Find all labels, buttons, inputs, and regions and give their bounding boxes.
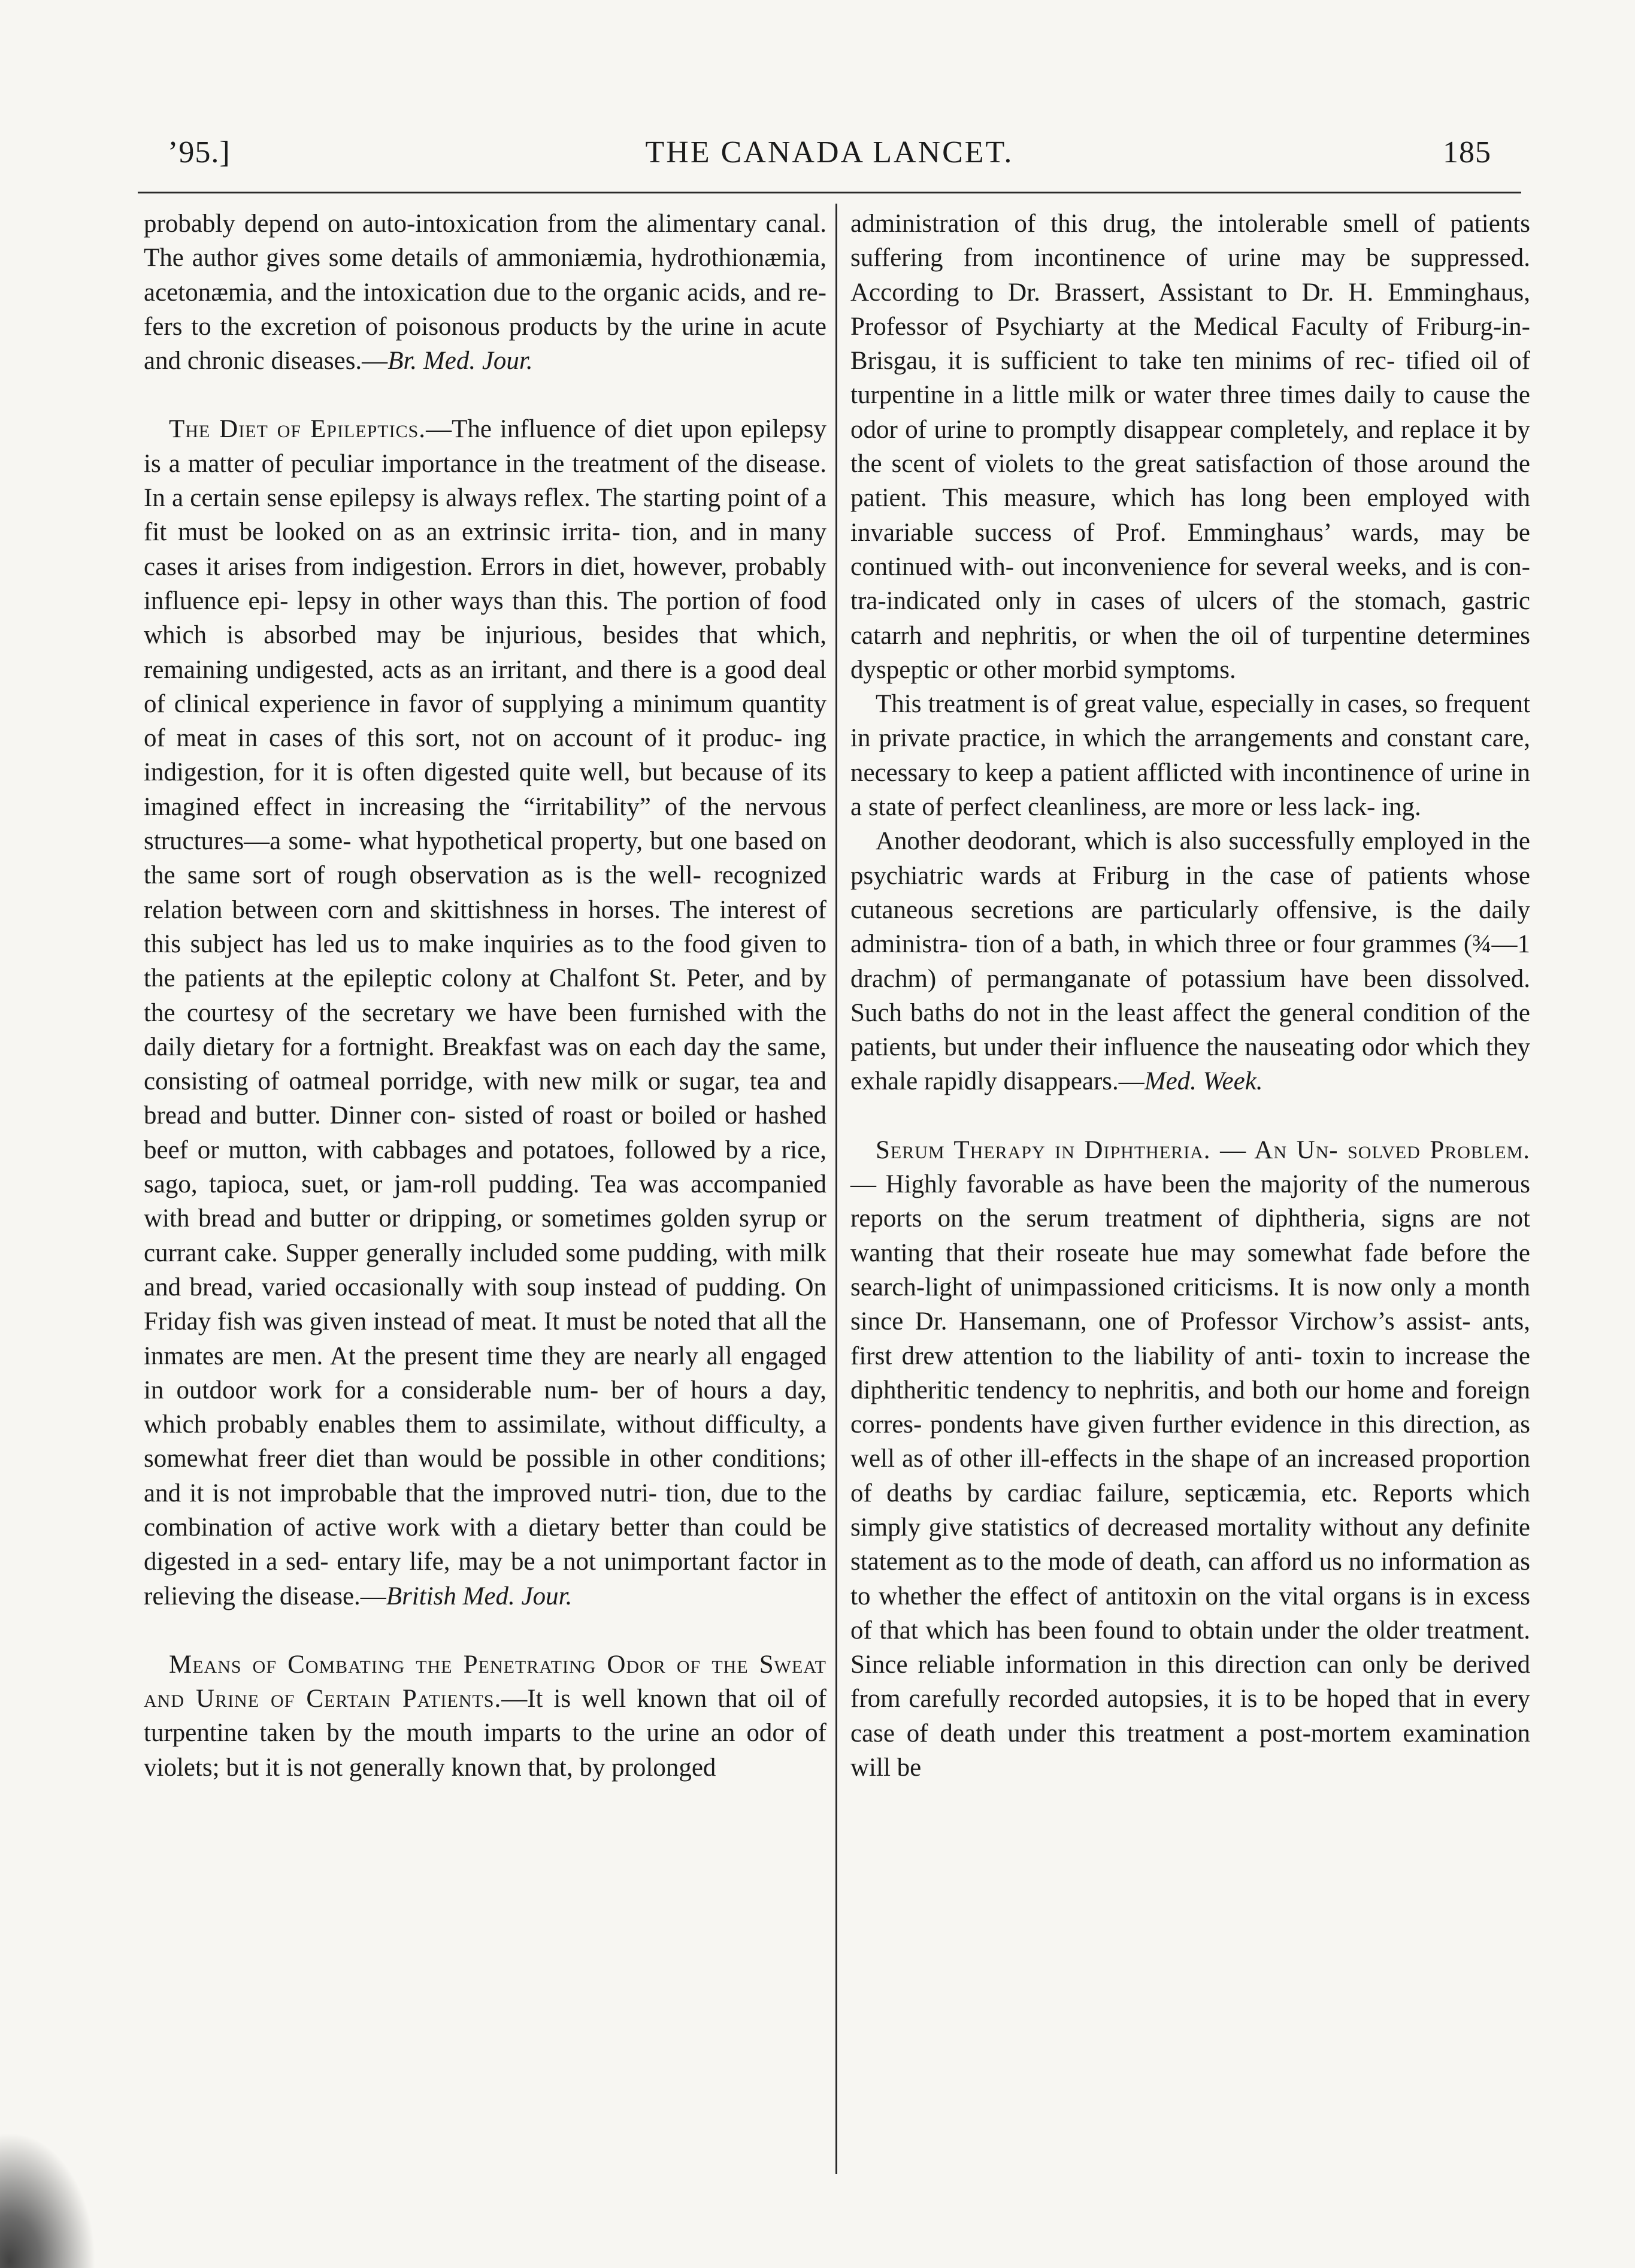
running-header	[168, 135, 1491, 189]
column-rule	[835, 204, 837, 2174]
source-citation: Med. Week.	[1144, 1067, 1263, 1096]
source-citation: British Med. Jour.	[386, 1582, 573, 1610]
article-heading: The Diet of Epileptics.	[169, 415, 426, 444]
paragraph-auto-intoxication: probably depend on auto-intoxication from the alimentary canal. The author gives some details of ammoniæmia, hydrothionæmia, acetonæmia, and the intoxication due to the organic acids, and re- fers to the excretion of poisonous products by the urine in acute and chronic diseases.—Br. Med. Jour.	[144, 210, 826, 376]
paragraph-treatment-value: This treatment is of great value, especially in cases, so frequent in private practice, in which the arrangements and constant care, necessary to keep a patient afflicted with incontinence of urine in a state of perfect cleanliness, are more or less lack- ing.	[850, 690, 1530, 822]
journal-title: THE CANADA LANCET.	[645, 135, 1014, 169]
header-year: ’95.]	[168, 135, 231, 169]
article-means-of-combating-odor: Means of Combating the Penetrating Odor of the Sweat and Urine of Certain Patients.—It is well known that oil of turpentine taken by the mouth imparts to the urine an odor of violets; but it is not generally known that, by prolonged	[144, 1650, 826, 1782]
article-heading: Means of Combating the Penetrating Odor of the Sweat and Urine of Certain Patients.	[144, 1650, 826, 1713]
scan-edge-smudge	[0, 2132, 96, 2268]
source-citation: Br. Med. Jour.	[387, 347, 533, 376]
article-heading: Serum Therapy in Diphtheria. — An Un- solved Problem.	[876, 1135, 1530, 1164]
right-column	[850, 207, 1530, 1785]
article-diet-of-epileptics: The Diet of Epileptics.—The influence of diet upon epilepsy is a matter of peculiar importance in the treatment of the disease. In a certain sense epilepsy is always reflex. The starting point of a fit must be looked on as an extrinsic irrita- tion, and in many cases it arises from indigestion. Errors in diet, however, probably influence epi- lepsy in other ways than this. The portion of food which is absorbed may be injurious, besides that which, remaining undigested, acts as an irritant, and there is a good deal of clinical experience in favor of supplying a minimum quantity of meat in cases of this sort, not on account of it produc- ing indigestion, for it is often digested quite well, but because of its imagined effect in increasing the “irritability” of the nervous structures—a some- what hypothetical property, but one based on the same sort of rough observation as is the well- recognized relation between corn and skittishness in horses. The interest of this subject has led us to make inquiries as to the food given to the patients at the epileptic colony at Chalfont St. Peter, and by the courtesy of the secretary we have been furnished with the daily dietary for a fortnight. Breakfast was on each day the same, consisting of oatmeal porridge, with new milk or sugar, tea and bread and butter. Dinner con- sisted of roast or boiled or hashed beef or mutton, with cabbages and potatoes, followed by a rice, sago, tapioca, suet, or jam-roll pudding. Tea was accompanied with bread and butter or dripping, or sometimes golden syrup or currant cake. Supper generally included some pudding, with milk and bread, varied occasionally with soup instead of pudding. On Friday fish was given instead of meat. It must be noted that all the inmates are men. At the present time they are nearly all engaged in outdoor work for a considerable num- ber of hours a day, which probably enables them to assimilate, without difficulty, a somewhat freer diet than would be possible in other conditions; and it is not improbable that the improved nutri- tion, due to the combination of active work with a dietary better than could be digested in a sed- entary life, may be a not unimportant factor in relieving the disease.—British Med. Jour.	[144, 415, 827, 1610]
left-column	[144, 207, 826, 1785]
article-serum-therapy: Serum Therapy in Diphtheria. — An Un- solved Problem. — Highly favorable as have been the majority of the numerous reports on the serum treatment of diphtheria, signs are not wanting that their roseate hue may somewhat fade before the search-light of unimpassioned criticisms. It is now only a month since Dr. Hansemann, one of Professor Virchow’s assist- ants, first drew attention to the liability of anti- toxin to increase the diphtheritic tendency to nephritis, and both our home and foreign corres- pondents have given further evidence in this direction, as well as of other ill-effects in the shape of an increased proportion of deaths by cardiac failure, septicæmia, etc. Reports which simply give statistics of decreased mortality without any definite statement as to the mode of death, can afford us no information as to whether the effect of antitoxin on the vital organs is in excess of that which has been found to obtain under the older treatment. Since reliable information in this direction can only be derived from carefully recorded autopsies, it is to be hoped that in every case of death under this treatment a post-mortem examination will be	[850, 1135, 1530, 1782]
page-number: 185	[1443, 135, 1491, 169]
header-rule	[138, 192, 1521, 193]
paragraph-turpentine: administration of this drug, the intolerable smell of patients suffering from incontinence of urine may be suppressed. According to Dr. Brassert, Assistant to Dr. H. Emminghaus, Professor of Psychiarty at the Medical Faculty of Friburg-in- Brisgau, it is sufficient to take ten minims of rec- tified oil of turpentine in a little milk or water three times daily to cause the odor of urine to promptly disappear completely, and replace it by the scent of violets to the great satisfaction of those around the patient. This measure, which has long been employed with invariable success of Prof. Emminghaus’ wards, may be continued with- out inconvenience for several weeks, and is con- tra-indicated only in cases of ulcers of the stomach, gastric catarrh and nephritis, or when the oil of turpentine determines dyspeptic or other morbid symptoms.	[850, 210, 1530, 684]
paragraph-deodorant: Another deodorant, which is also successfully employed in the psychiatric wards at Friburg in the case of patients whose cutaneous secretions are particularly offensive, is the daily administra- tion of a bath, in which three or four grammes (¾—1 drachm) of permanganate of potassium have been dissolved. Such baths do not in the least affect the general condition of the patients, but under their influence the nauseating odor which they exhale rapidly disappears.—Med. Week.	[850, 827, 1530, 1096]
